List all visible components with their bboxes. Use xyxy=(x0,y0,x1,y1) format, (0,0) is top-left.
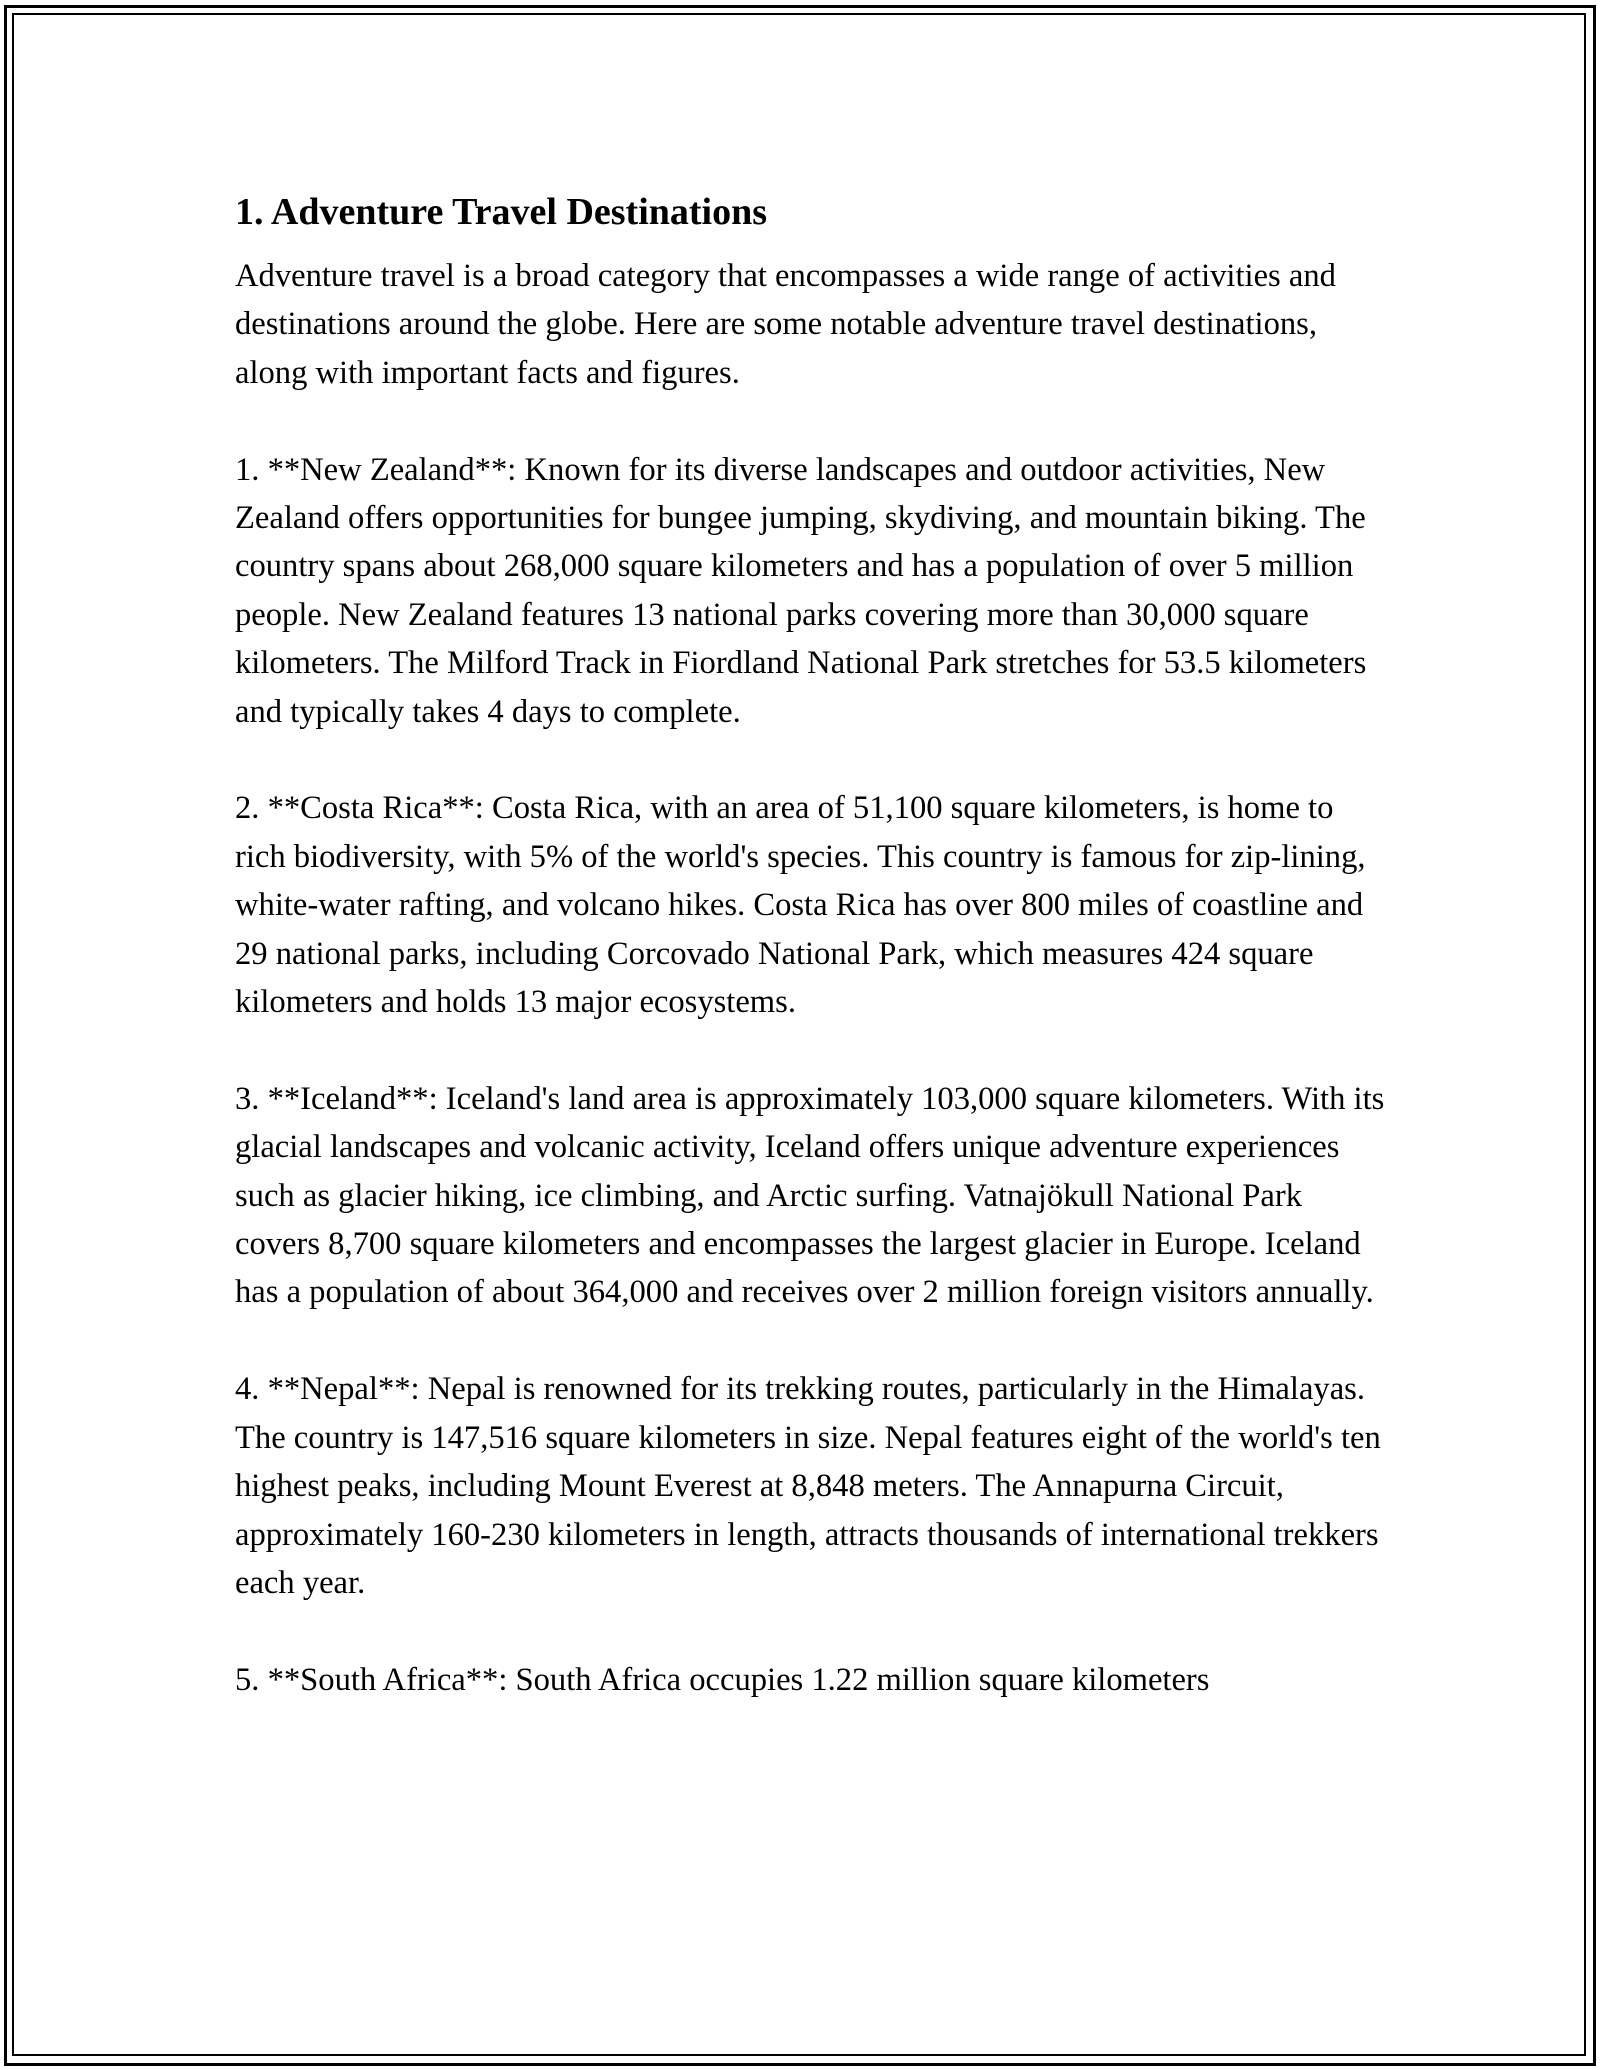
paragraph-south-africa: 5. **South Africa**: South Africa occupies 1.22 million square kilometers xyxy=(235,1661,1210,1698)
spacer xyxy=(235,244,1385,252)
paragraph-costa-rica: 2. **Costa Rica**: Costa Rica, with an area of 51,100 square kilometers, is home to rich biodiversity, with 5% of the world's species. This country is famous for zip-lining, white-water rafting, and volcano hikes. Costa Rica has over 800 miles of coastline and 29 national parks, including Corcovado National Park, which measures 424 square kilometers and holds 13 major ecosystems. xyxy=(235,790,1366,1021)
document-body xyxy=(235,180,1385,1704)
spacer xyxy=(235,1026,1385,1074)
paragraph-nepal: 4. **Nepal**: Nepal is renowned for its trekking routes, particularly in the Himalayas. The country is 147,516 square kilometers in size. Nepal features eight of the world's ten highest peaks, including Mount Everest at 8,848 meters. The Annapurna Circuit, approximately 160-230 kilometers in length, attracts thousands of international trekkers each year. xyxy=(235,1371,1381,1601)
paragraph-new-zealand: 1. **New Zealand**: Known for its diverse landscapes and outdoor activities, New Zealand offers opportunities for bungee jumping, skydiving, and mountain biking. The country spans about 268,000 square kilometers and has a population of over 5 million people. New Zealand features 13 national parks covering more than 30,000 square kilometers. The Milford Track in Fiordland National Park stretches for 53.5 kilometers and typically takes 4 days to complete. xyxy=(235,451,1367,730)
intro-paragraph: Adventure travel is a broad category that encompasses a wide range of activities and destinations around the globe. Here are some notable adventure travel destinations, along with important facts and figures. xyxy=(235,258,1336,391)
section-heading: 1. Adventure Travel Destinations xyxy=(235,191,768,233)
spacer xyxy=(235,736,1385,784)
spacer xyxy=(235,397,1385,445)
paragraph-iceland: 3. **Iceland**: Iceland's land area is approximately 103,000 square kilometers. With its glacial landscapes and volcanic activity, Iceland offers unique adventure experiences such as glacier hiking, ice climbing, and Arctic surfing. Vatnajökull National Park covers 8,700 square kilometers and encompasses the largest glacier in Europe. Iceland has a population of about 364,000 and receives over 2 million foreign visitors annually. xyxy=(235,1080,1385,1311)
spacer xyxy=(235,1317,1385,1365)
spacer xyxy=(235,1607,1385,1655)
